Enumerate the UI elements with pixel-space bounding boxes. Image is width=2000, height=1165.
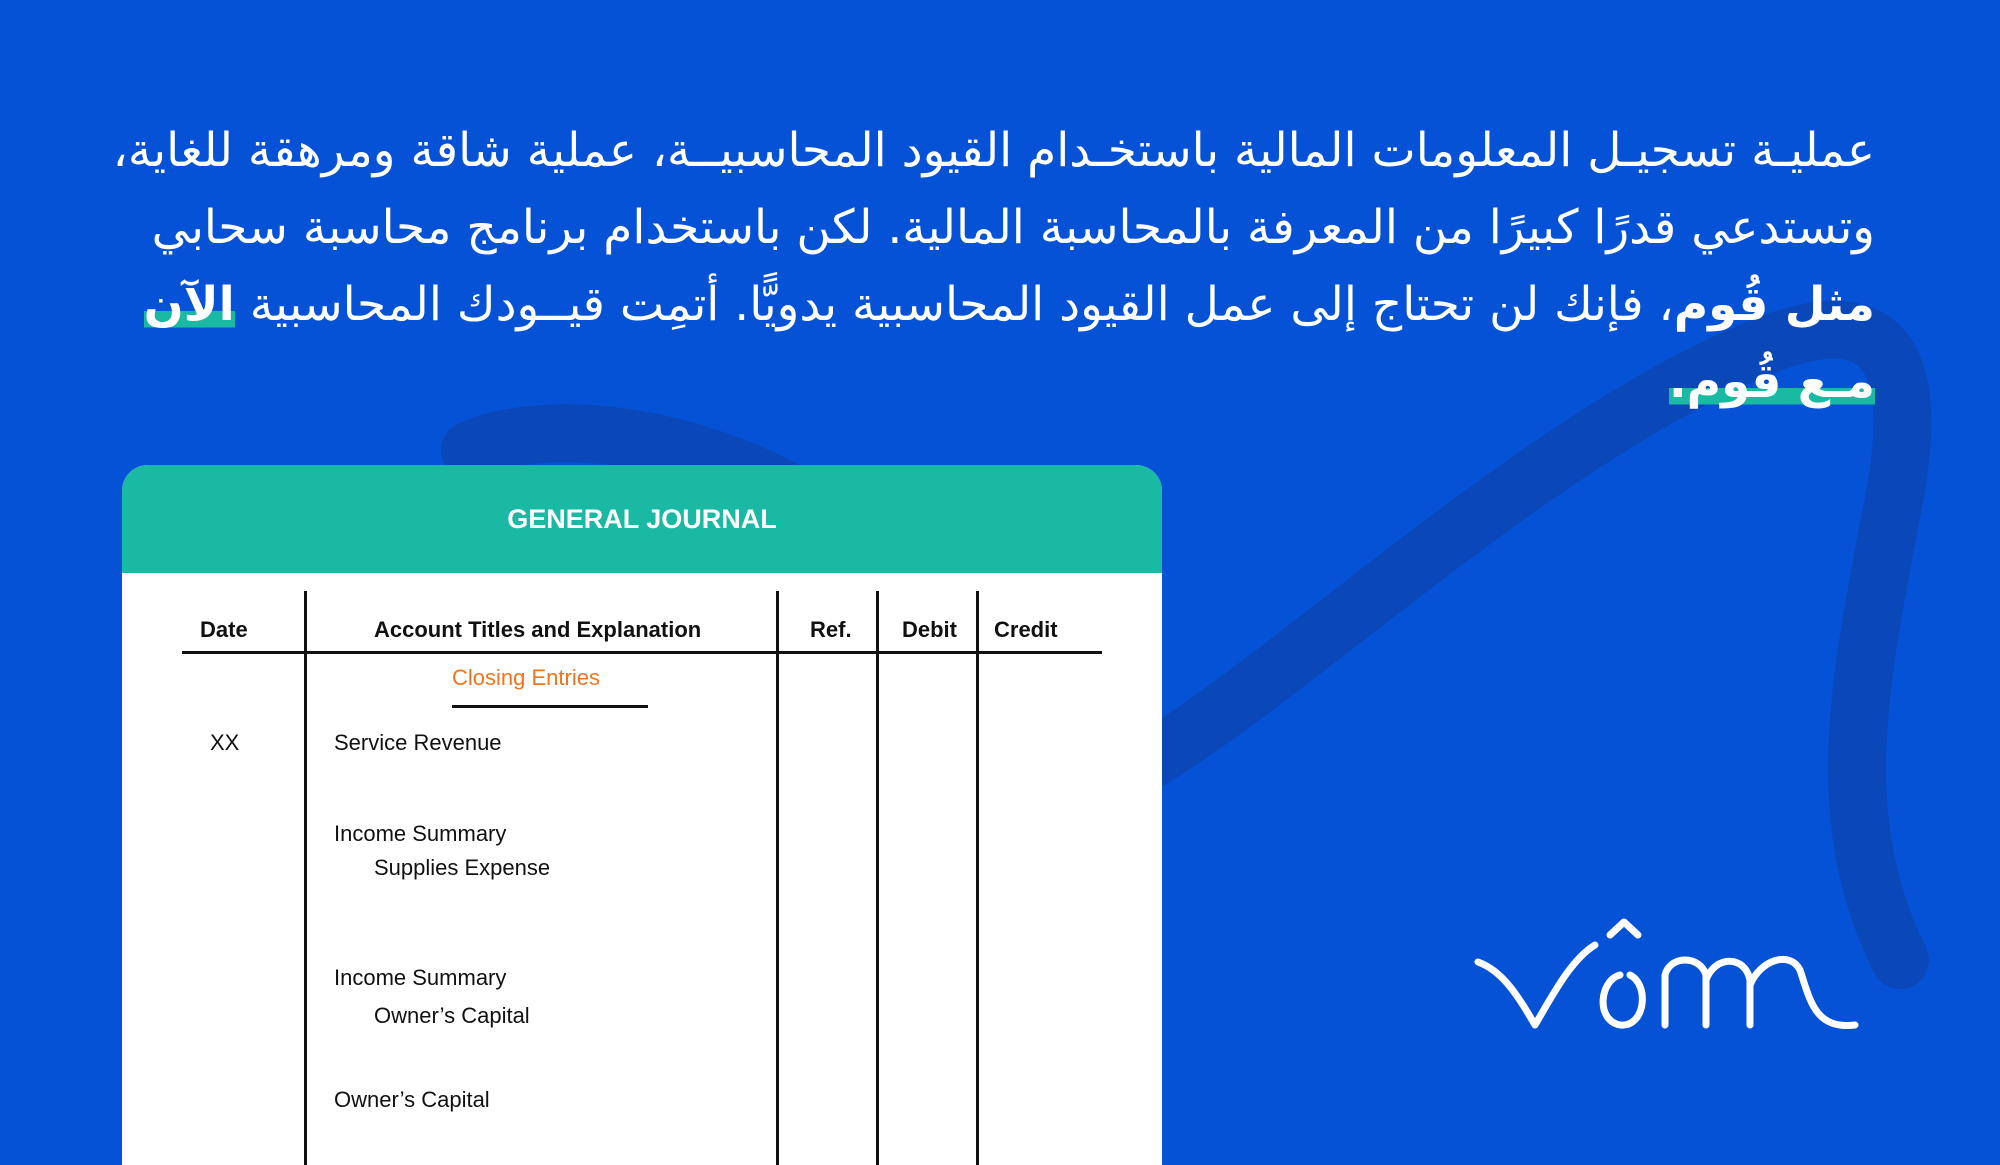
- qoyod-logo-icon: [1470, 900, 1870, 1050]
- column-header-date: Date: [200, 617, 248, 642]
- entry-account-credit: Supplies Expense: [374, 855, 551, 880]
- column-header-credit: Credit: [994, 617, 1058, 642]
- column-divider: [776, 591, 779, 1165]
- column-divider: [976, 591, 979, 1165]
- journal-title: GENERAL JOURNAL: [122, 465, 1162, 573]
- general-journal-card: [122, 465, 1162, 1165]
- headline-part1: عمليـة تسجيـل المعلومات المالية باستخـدام القيود المحاسبيــة، عملية شاقة ومرهقة للغاية، وتستدعي قدرًا كبيرًا من المعرفة بالمحاسبة المالية. لكن باستخدام برنامج محاسبة سحابي: [112, 123, 1875, 255]
- headline-bold: مثل قُوم: [1673, 277, 1875, 332]
- entry-account: Owner’s Capital: [334, 1087, 490, 1112]
- journal-table: [122, 573, 1162, 1165]
- entry-account: Income Summary: [334, 821, 507, 846]
- column-divider: [876, 591, 879, 1165]
- header-rule: [182, 651, 1102, 654]
- column-header-ref: Ref.: [810, 617, 852, 642]
- entry-account-credit: Owner’s Capital: [374, 1003, 530, 1028]
- column-header-account: Account Titles and Explanation: [374, 617, 702, 642]
- entry-account: Income Summary: [334, 965, 507, 990]
- headline-highlight: الآن مـع قُوم.: [143, 277, 1875, 409]
- headline-part2: ، فإنك لن تحتاج إلى عمل القيود المحاسبية يدويًّا. أتمِت قيــودك المحاسبية: [234, 277, 1674, 332]
- column-divider: [304, 591, 307, 1165]
- section-title: Closing Entries: [452, 665, 600, 690]
- section-underline: [452, 705, 648, 708]
- entry-date: XX: [210, 730, 240, 755]
- column-header-debit: Debit: [902, 617, 957, 642]
- entry-account: Service Revenue: [334, 730, 502, 755]
- headline-text: [95, 112, 1875, 420]
